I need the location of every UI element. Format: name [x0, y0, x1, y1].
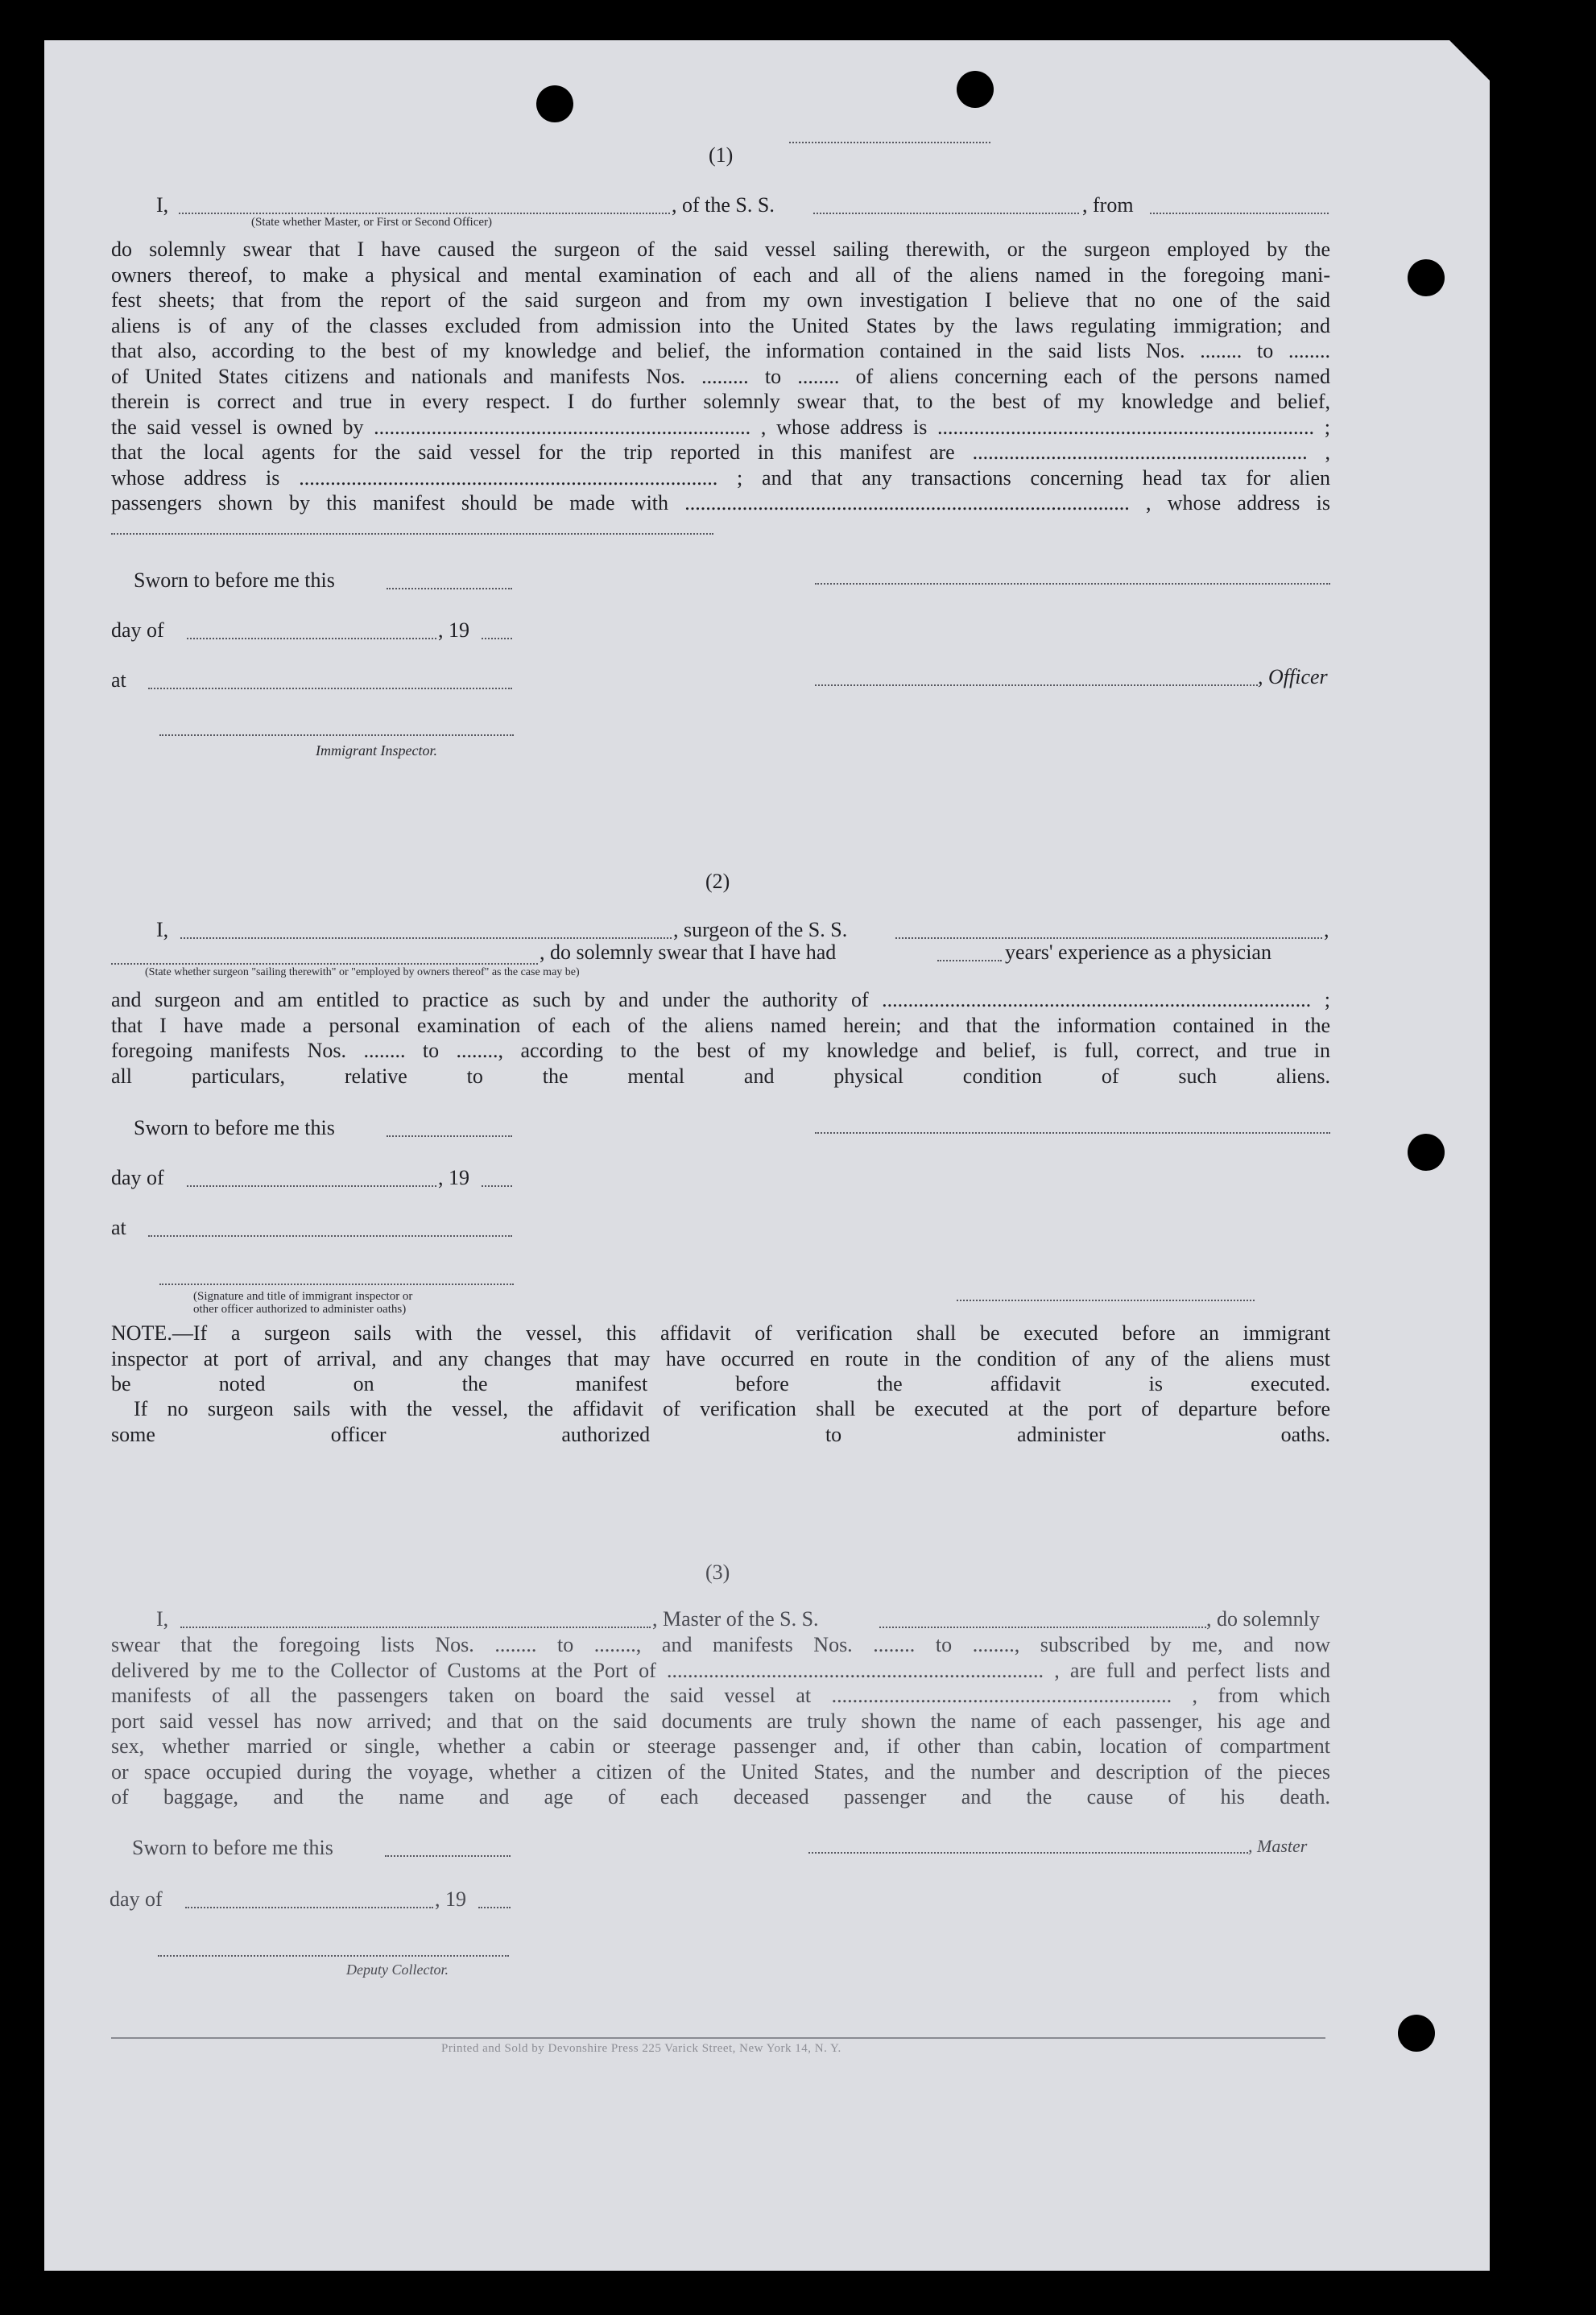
inspector-label: Immigrant Inspector.: [316, 742, 437, 759]
blank-line: [187, 1185, 436, 1187]
year-label: , 19: [438, 618, 469, 642]
officer-line: [815, 684, 1258, 686]
oath-text: , surgeon of the S. S.: [673, 918, 848, 941]
oath-text: I,: [156, 918, 169, 941]
footer-rule: [111, 2037, 1325, 2039]
punch-hole: [1408, 259, 1445, 296]
officer-label: , Officer: [1258, 665, 1328, 688]
blank-line: [387, 588, 512, 589]
officer-signature-line: [815, 583, 1330, 585]
blank-port: [1150, 213, 1329, 214]
punch-hole: [1398, 2015, 1435, 2052]
blank-line: [148, 1235, 512, 1237]
oath-body: do solemnly swear that I have caused the surgeon of the said vessel sailing therewith, or the surgeon employed by the owners thereof, to make a physical and mental examination of each and all of the aliens named in the foregoing mani- fest sheets; that from the report of the said surgeon and from my own investigation I believe that no one of the said aliens is of any of the classes excluded from admission into the United States by the laws regulating immigration; and that also, according to the best of my knowledge and belief, the information contained in the said lists Nos. ........ to ........ of United States citizens and nationals and manifests Nos. ......... to ........ of aliens concerning each of the persons named therein is correct and true in every respect. I do further solemnly swear that, to the best of my knowledge and belief, the said vessel is owned by ........................................................................ , whose address is ........................................................................ ; that the local agents for the said vessel for the trip reported in this manifest are ................................................................ , whose address is ................................................................................ ; and that any transactions concerning head tax for alien passengers shown by this manifest should be made with ..................................................................................... , whose address is: [111, 238, 1330, 515]
blank-surgeon-name: [180, 937, 672, 939]
signature-hint: (Signature and title of immigrant inspector or: [193, 1290, 413, 1303]
collector-label: Deputy Collector.: [346, 1962, 449, 1978]
collector-signature-line: [158, 1955, 509, 1957]
blank-line: [148, 688, 512, 689]
oath-body: and surgeon and am entitled to practice as such by and under the authority of .................................................................................. ; that I have made a personal examination of each of the aliens named herein; and that the information contained in the foregoing manifests Nos. ........ to ........, according to the best of my knowledge and belief, is full, correct, and true in all particulars, relative to the mental and physical condition of such aliens.: [111, 988, 1330, 1088]
oath-body: swear that the foregoing lists Nos. ........ to ........, and manifests Nos. ........ to ........, subscribed by me, and now delivered by me to the Collector of Customs at the Port of ........................................................................ , are full and perfect lists and manifests of all the passengers taken on board the said vessel at ................................................................. , from which port said vessel has now arrived; and that on the said documents are truly shown the name of each passenger, his age and sex, whether married or single, whether a cabin or steerage passenger and, if other than cabin, location of compartment or space occupied during the voyage, whether a citizen of the United States, and the number and description of the pieces of baggage, and the name and age of each deceased passenger and the cause of his death.: [111, 1633, 1330, 1809]
section-number: (3): [705, 1561, 730, 1584]
note-text: NOTE.—If a surgeon sails with the vessel, this affidavit of verification shall be executed before an immigrant inspector at port of arrival, and any changes that may have occurred en route in the condition of any of the aliens must be noted on the manifest before the affidavit is executed.: [111, 1321, 1330, 1395]
year-label: , 19: [435, 1887, 466, 1911]
blank-vessel: [895, 937, 1322, 939]
blank-line: [478, 1907, 511, 1908]
at-label: at: [111, 1216, 126, 1239]
blank-surgeon-type: [111, 963, 538, 965]
blank-line: [482, 638, 512, 639]
blank-line: [482, 1185, 512, 1187]
note-text: If no surgeon sails with the vessel, the affidavit of verification shall be executed at the port of departure before some officer authorized to administer oaths.: [111, 1397, 1330, 1446]
oath-text: , of the S. S.: [672, 193, 775, 217]
oath-text: years' experience as a physician: [1005, 940, 1271, 964]
signature-line: [815, 1132, 1330, 1134]
day-of-label: day of: [111, 1166, 164, 1189]
day-of-label: day of: [111, 618, 164, 642]
oath-text: , do solemnly swear that I have had: [540, 940, 837, 964]
oath-text: , from: [1082, 193, 1134, 217]
section-number: (1): [709, 143, 734, 167]
oath-text: ,: [1324, 918, 1329, 941]
blank-line: [387, 1135, 512, 1137]
blank-line: [957, 1300, 1255, 1301]
sworn-label: Sworn to before me this: [132, 1836, 333, 1859]
day-of-label: day of: [110, 1887, 163, 1911]
punch-hole: [957, 71, 994, 108]
punch-hole: [536, 85, 573, 122]
blank-line: [789, 142, 990, 143]
printer-imprint: Printed and Sold by Devonshire Press 225 Varick Street, New York 14, N. Y.: [441, 2042, 841, 2055]
at-label: at: [111, 668, 126, 692]
blank-vessel: [813, 213, 1079, 214]
sworn-label: Sworn to before me this: [134, 1116, 335, 1139]
blank-line: [385, 1855, 511, 1857]
master-signature-line: [808, 1852, 1248, 1854]
inspector-signature-line: [159, 734, 514, 736]
field-hint: (State whether Master, or First or Second Officer): [251, 216, 493, 229]
oath-text: I,: [156, 193, 169, 217]
oath-text: I,: [156, 1607, 169, 1631]
field-hint: (State whether surgeon "sailing therewith" or "employed by owners thereof" as the case may be): [145, 966, 580, 978]
signature-hint: other officer authorized to administer oaths): [193, 1303, 407, 1316]
blank-years: [937, 960, 1002, 961]
blank-line: [187, 638, 436, 639]
blank-master-name: [180, 1627, 651, 1628]
punch-hole: [1408, 1134, 1445, 1171]
inspector-signature-line: [159, 1284, 514, 1285]
year-label: , 19: [438, 1166, 469, 1189]
blank-line: [111, 533, 713, 535]
oath-text: , do solemnly: [1206, 1607, 1320, 1631]
blank-line: [185, 1907, 433, 1908]
section-number: (2): [705, 870, 730, 893]
blank-officer-name: [179, 213, 670, 214]
blank-vessel: [879, 1627, 1206, 1628]
oath-text: , Master of the S. S.: [652, 1607, 819, 1631]
sworn-label: Sworn to before me this: [134, 568, 335, 592]
master-label: , Master: [1248, 1836, 1308, 1856]
